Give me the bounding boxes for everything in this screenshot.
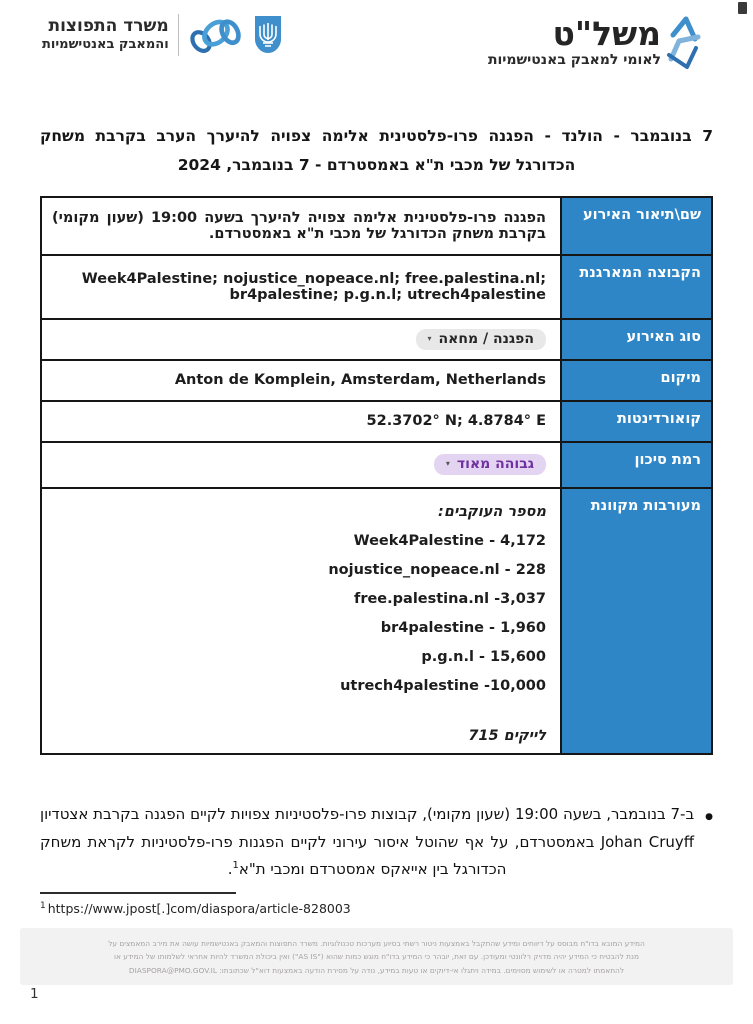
disclaimer-line: להתאמתו למטרה או לשימוש מסוימים. במידה ויתגלו אי-דיוקים או טעות במידע, נודה על מסירת הודעה באמצעות דוא"ל שכתובתו: DIASPORA@PMO.GOV.IL	[128, 965, 625, 975]
follower-count-item: nojustice_nopeace.nl - 228	[328, 561, 546, 578]
logo-divider	[178, 14, 180, 56]
ministry-name-line2: והמאבק באנטישמיות	[42, 36, 169, 52]
footnote-reference[interactable]: 1	[232, 860, 239, 872]
event-type-dropdown[interactable]: הפגנה / מחאה▾	[416, 329, 546, 350]
bullet-icon: ●	[705, 811, 713, 822]
footnote-url[interactable]: https://www.jpost[.]com/diaspora/article-828003	[47, 901, 351, 917]
page-header	[0, 0, 753, 92]
row-label-location: מיקום	[561, 360, 712, 401]
follower-count-item: br4palestine - 1,960	[380, 619, 546, 636]
follower-count-item: free.palestina.nl -3,037	[354, 590, 546, 607]
footnote-text: $^1$ https://www.jpost[.]com/diaspora/article-828003	[40, 901, 351, 917]
page-number: 1	[30, 986, 39, 1002]
disclaimer-line: המידע המובא בדו"ח מבוסס על דיווחים ומידע שהתקבל באמצעות ניטור רשתי בסיוע מערכות טכנולוגיות. משרד התפוצות והמאבק באנטישמיות עושה את מירב המאמצים על	[108, 939, 645, 948]
table-row	[41, 488, 712, 754]
followers-header: מספר העוקבים:	[438, 503, 546, 520]
event-info-table	[40, 196, 713, 755]
footnote-section	[40, 892, 713, 916]
event-type-cell	[41, 319, 561, 360]
risk-level-cell	[41, 442, 561, 488]
table-row	[41, 360, 712, 401]
likes-count: 715 לייקים	[468, 727, 546, 744]
risk-level-dropdown[interactable]: גבוהה מאוד▾	[434, 454, 546, 475]
table-row	[41, 442, 712, 488]
chevron-down-icon: ▾	[445, 459, 450, 469]
chevron-down-icon: ▾	[427, 333, 432, 343]
summary-text: ב-7 בנובמבר, בשעה 19:00 (שעון מקומי), קבוצות פרו-פלסטיניות צפויות לקיים הפגנה בקרבת אצטדיון Johan Cruyff באמסטרדם, על אף שהוטל איסור עירוני לקיים הפגנות פרו-פלסטיניות לקראת משחק הכדורגל בין אייאקס אמסטרדם ומכבי ת"א$^1$.	[39, 804, 695, 879]
row-label-risk-level: רמת סיכון	[561, 442, 712, 488]
ministry-logo	[42, 13, 283, 57]
row-label-event-type: סוג האירוע	[561, 319, 712, 360]
footnote-divider	[40, 892, 236, 894]
mashlat-subtitle: לאומי למאבק באנטישמיות	[487, 52, 661, 68]
mashlat-logo	[488, 15, 707, 73]
scan-artifact	[738, 2, 747, 14]
follower-count-item: utrech4palestine -10,000	[340, 677, 546, 694]
mashlat-title: משל"ט	[552, 14, 661, 53]
organizing-group-value: Week4Palestine; nojustice_nopeace.nl; free.palestina.nl; br4palestine; p.g.n.l; utrech4palestine	[41, 255, 561, 319]
row-label-event-description: שם\תיאור האירוע	[561, 197, 712, 255]
follower-count-item: Week4Palestine - 4,172	[353, 532, 546, 549]
summary-bullet-paragraph	[40, 801, 713, 884]
event-description-value: הפגנה פרו-פלסטינית אלימה צפויה להיערך בשעה 19:00 (שעון מקומי) בקרבת משחק הכדורגל של מכבי ת"א באמסטרדם.	[41, 197, 561, 255]
row-label-coordinates: קואורדינטות	[561, 401, 712, 442]
ministry-name: משרד התפוצות	[48, 16, 169, 37]
location-value: Anton de Komplein, Amsterdam, Netherlands	[41, 360, 561, 401]
document-title: 7 בנובמבר - הולנד - הפגנה פרו-פלסטינית אלימה צפויה להיערך הערב בקרבת משחק הכדורגל של מכבי ת"א באמסטרדם - 7 בנובמבר, 2024	[40, 127, 713, 175]
knot-ribbon-icon	[188, 13, 244, 57]
disclaimer-line: מנת להבטיח כי המידע יהיה מדויק רלוונטי ומעודכן. עם זאת, יובהר כי המידע בדו"ח מוגש כמות שהוא ("AS IS") ואין ביכולת המשרד להיות אחראי לשלמותו של המידע או	[113, 952, 640, 962]
ministry-logo-text	[42, 17, 169, 52]
table-row	[41, 197, 712, 255]
coordinates-value: 52.3702° N; 4.8784° E	[41, 401, 561, 442]
israel-state-emblem-icon	[253, 14, 283, 56]
disclaimer-box	[20, 928, 733, 985]
online-engagement-cell	[41, 488, 561, 754]
table-row	[41, 401, 712, 442]
table-row	[41, 319, 712, 360]
row-label-organizing-group: הקבוצה המארגנת	[561, 255, 712, 319]
mashlat-logo-text	[487, 14, 661, 68]
star-of-david-icon	[665, 15, 707, 73]
follower-count-item: p.g.n.l - 15,600	[421, 648, 546, 665]
table-row	[41, 255, 712, 319]
row-label-online-engagement: מעורבות מקוונת	[561, 488, 712, 754]
